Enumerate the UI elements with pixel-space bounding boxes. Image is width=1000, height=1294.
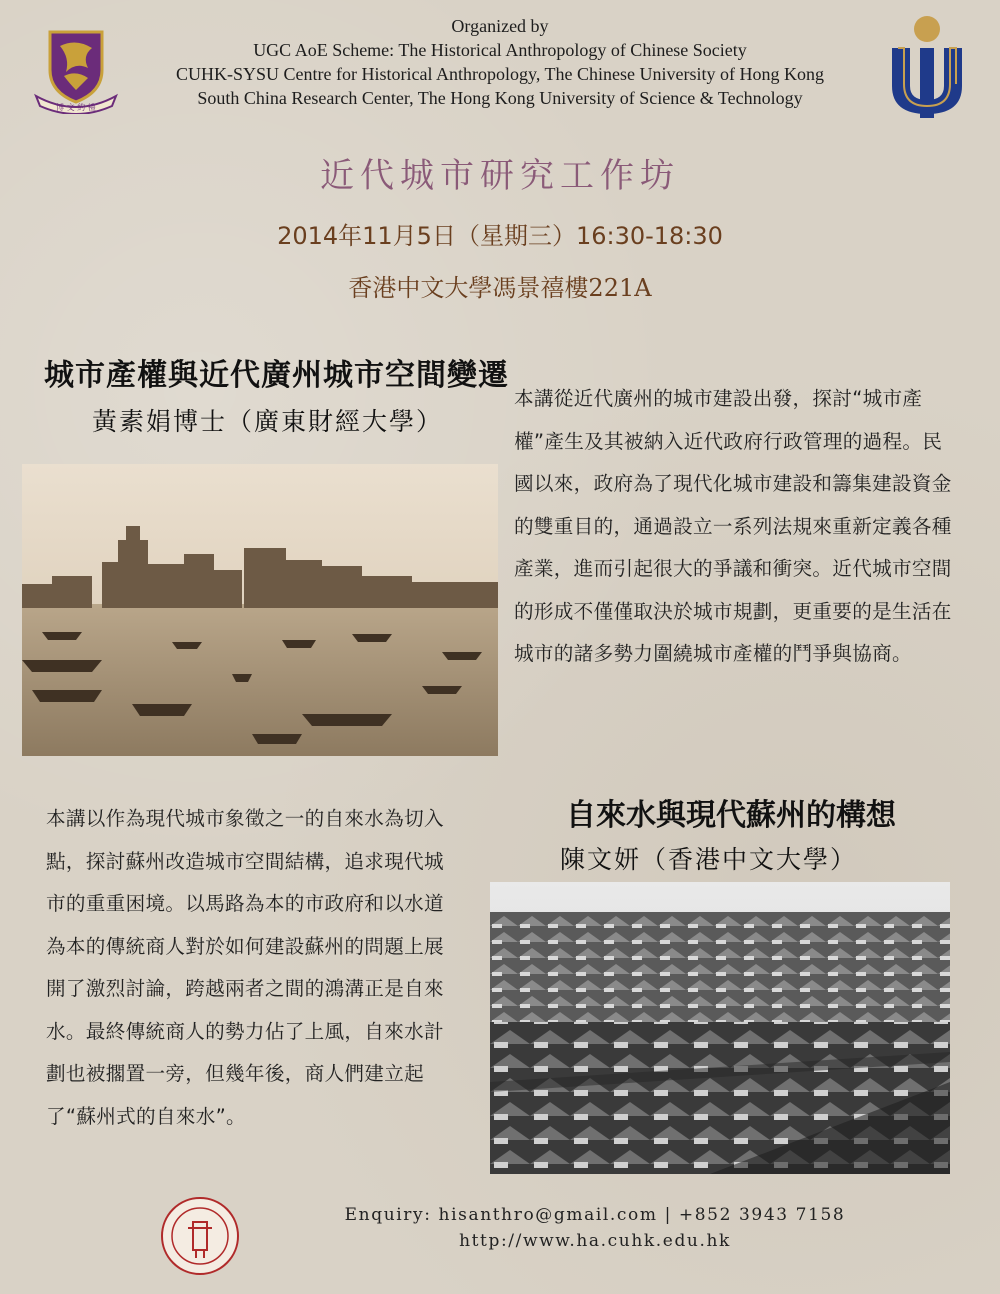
guangzhou-harbor-photo xyxy=(22,464,498,756)
historical-anthropology-seal-icon xyxy=(160,1196,240,1276)
talk2-speaker: 陳文妍（香港中文大學） xyxy=(560,845,858,874)
contact-block xyxy=(300,1202,890,1254)
event-venue: 香港中文大學馮景禧樓221A xyxy=(348,274,652,302)
enquiry-line: Enquiry: hisanthro@gmail.com | +852 3943 7158 xyxy=(344,1205,846,1225)
organizer-line: UGC AoE Scheme: The Historical Anthropology of Chinese Society xyxy=(253,40,747,60)
historical-anthropology-seal xyxy=(160,1196,240,1276)
organizers-block xyxy=(130,14,870,110)
organizer-line: CUHK-SYSU Centre for Historical Anthropology, The Chinese University of Hong Kong xyxy=(176,64,824,84)
talk1-title: 城市產權與近代廣州城市空間變遷 xyxy=(44,358,509,393)
event-title: 近代城市研究工作坊 xyxy=(320,156,680,196)
hkust-logo-icon xyxy=(884,14,970,120)
hkust-logo xyxy=(884,14,970,120)
talk2-abstract: 本講以作為現代城市象徵之一的自來水為切入點，探討蘇州改造城市空間結構，追求現代城市的重重困境。以馬路為本的市政府和以水道為本的傳統商人對於如何建設蘇州的問題上展開了激烈討論，跨越兩者之間的鴻溝正是自來水。最終傳統商人的勢力佔了上風，自來水計劃也被擱置一旁，但幾年後，商人們建立起了“蘇州式的自來水”。 xyxy=(46,807,444,1128)
talk1-abstract: 本講從近代廣州的城市建設出發，探討“城市產權”產生及其被納入近代政府行政管理的過程。民國以來，政府為了現代化城市建設和籌集建設資金的雙重目的，通過設立一系列法規來重新定義各種產業，進而引起很大的爭議和衝突。近代城市空間的形成不僅僅取決於城市規劃，更重要的是生活在城市的諸多勢力圍繞城市產權的鬥爭與協商。 xyxy=(514,387,952,665)
cuhk-crest-icon xyxy=(30,26,122,114)
organizer-line: South China Research Center, The Hong Kong University of Science & Technology xyxy=(197,88,803,108)
website-link[interactable]: http://www.ha.cuhk.edu.hk xyxy=(459,1231,731,1251)
suzhou-rooftops-photo xyxy=(490,882,950,1174)
organized-by-label: Organized by xyxy=(451,16,549,36)
talk2-title: 自來水與現代蘇州的構想 xyxy=(566,798,896,833)
talk1-speaker: 黃素娟博士（廣東財經大學） xyxy=(92,407,444,436)
svg-text:博 文 約 禮: 博 文 約 禮 xyxy=(56,103,96,112)
event-datetime: 2014年11月5日（星期三）16:30-18:30 xyxy=(277,222,723,250)
cuhk-logo xyxy=(30,26,122,114)
